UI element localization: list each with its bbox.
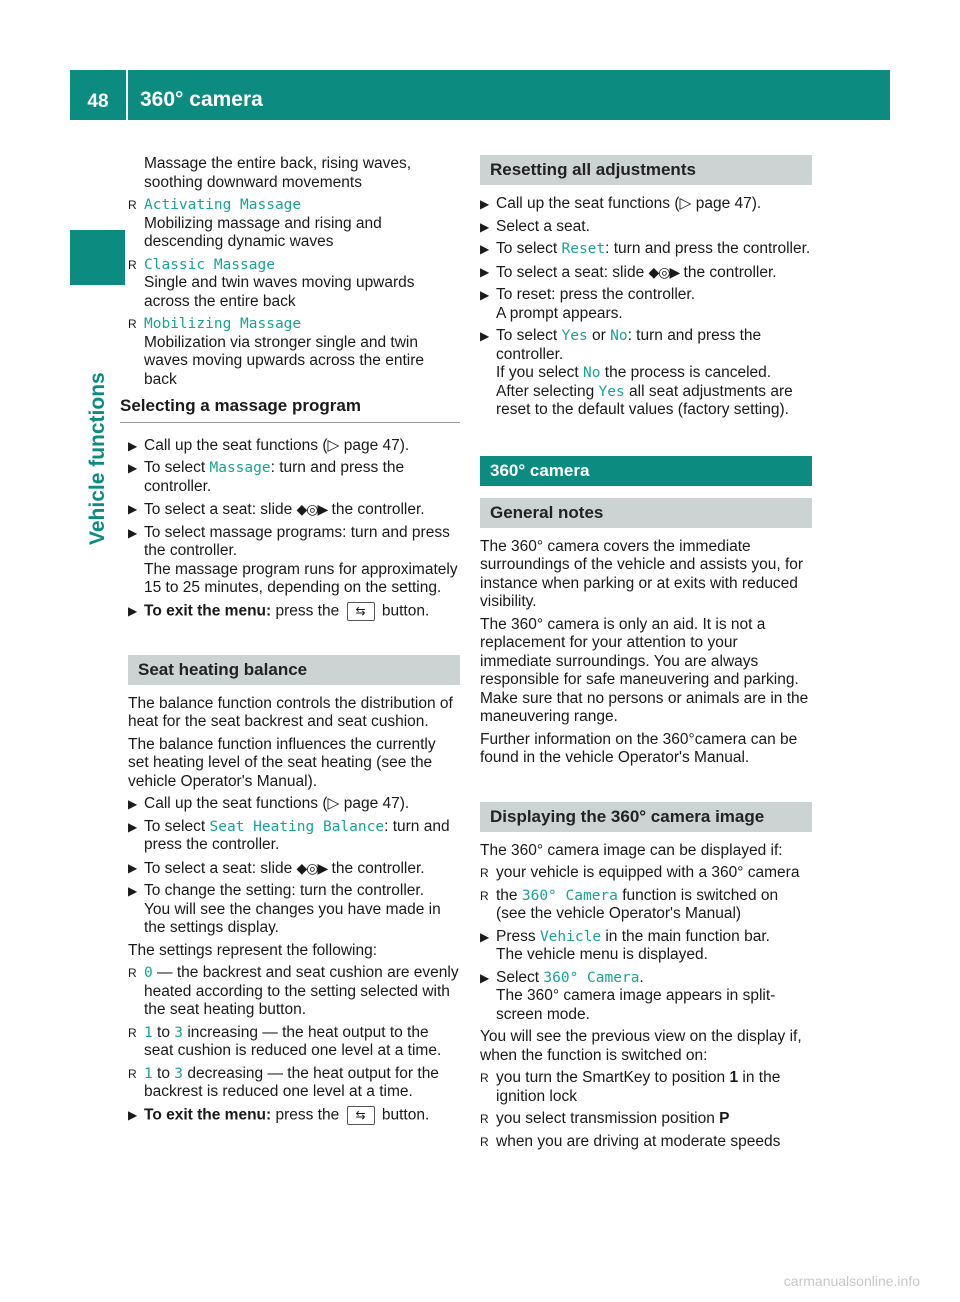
menu-code: 1 [144, 1024, 153, 1041]
intro-text: Massage the entire back, rising waves, soothing downward movements [144, 155, 412, 191]
back-button-icon: ⇆ [347, 1106, 375, 1125]
program-name: Activating Massage [144, 197, 302, 213]
step-text: button. [377, 602, 430, 620]
menu-code: 3 [174, 1024, 184, 1041]
step-marker: ▶ [128, 797, 138, 812]
step-text: After selecting [496, 382, 599, 400]
step-text: Press [496, 927, 540, 945]
step-marker: ▶ [480, 264, 490, 279]
watermark[interactable]: carmanualsonline.info [783, 1273, 920, 1289]
step-marker: ▶ [128, 603, 138, 618]
step-text: the controller. [679, 263, 777, 281]
step-marker: ▶ [480, 970, 490, 985]
list-item [480, 864, 812, 883]
step-text: Call up the seat functions (▷ page 47). [144, 436, 410, 454]
step-text: the controller. [327, 859, 425, 877]
step-item [128, 602, 460, 621]
step-marker: ▶ [480, 242, 490, 256]
step-marker: ▶ [128, 502, 138, 516]
step-item [480, 195, 812, 214]
step-item [128, 437, 460, 456]
section-heading: 360° camera [480, 456, 812, 486]
step-text: Call up the seat functions (▷ page 47). [144, 795, 410, 813]
step-item [480, 286, 812, 323]
item-text: — the backrest and seat cushion are evenly heated according to the setting selected with the seat heating button. [144, 964, 459, 1019]
list-item [480, 1133, 812, 1152]
section-heading: General notes [480, 498, 812, 528]
bullet-marker: R [128, 1066, 137, 1081]
section-heading: Resetting all adjustments [480, 155, 812, 185]
list-item [480, 1069, 812, 1106]
section-heading: Seat heating balance [128, 655, 460, 685]
step-item [128, 524, 460, 598]
step-bold: To exit the menu: [144, 1106, 272, 1124]
bullet-marker: R [480, 1112, 489, 1126]
page-number: 48 [87, 91, 109, 112]
step-item [128, 859, 460, 879]
bullet-marker: R [128, 317, 137, 331]
paragraph: The 360° camera is only an aid. It is not a replacement for your attention to your immediate surroundings. You are always responsible for safe maneuvering and parking. Make sure that no persons or animals are in the maneuvering range. [480, 615, 809, 725]
step-item [480, 218, 812, 237]
controller-icon: ◆◎▶ [296, 501, 328, 517]
step-text: To select [144, 459, 210, 476]
step-marker: ▶ [480, 329, 490, 343]
program-desc: Mobilizing massage and rising and descending dynamic waves [144, 214, 382, 250]
item-text: when you are driving at moderate speeds [496, 1132, 781, 1150]
side-tab-label: Vehicle functions [86, 372, 109, 545]
step-note: You will see the changes you have made in the settings display. [144, 900, 441, 937]
step-item [128, 1106, 460, 1125]
step-text: To select a seat: slide [496, 263, 649, 281]
step-marker: ▶ [128, 884, 138, 899]
step-text: button. [377, 1106, 430, 1124]
section-heading: Displaying the 360° camera image [480, 802, 812, 832]
item-text: you select transmission position [496, 1110, 720, 1127]
step-item [128, 459, 460, 496]
bullet-marker: R [480, 1071, 489, 1085]
list-item [480, 887, 812, 924]
paragraph: The balance function controls the distribution of heat for the seat backrest and seat cushion. [128, 694, 453, 731]
step-item [128, 818, 460, 855]
paragraph: You will see the previous view on the display if, when the function is switched on: [480, 1028, 802, 1064]
step-marker: ▶ [128, 525, 138, 540]
step-text: To select a seat: slide [144, 859, 297, 877]
program-name: Classic Massage [144, 256, 275, 273]
step-text: all seat adjustments are reset to the default values (factory setting). [496, 382, 793, 418]
paragraph: The balance function influences the currently set heating level of the seat heating (see the vehicle Operator's Manual). [128, 735, 436, 790]
step-text: To select [496, 240, 562, 257]
step-note: A prompt appears. [496, 304, 623, 322]
step-text: If you select [496, 364, 584, 381]
item-text: function is switched on (see the vehicle Operator's Manual) [496, 886, 779, 922]
step-text: : turn and press the controller. [605, 240, 811, 257]
header-divider [126, 70, 128, 120]
step-item [480, 327, 812, 420]
step-marker: ▶ [128, 819, 138, 834]
list-item [128, 1065, 460, 1102]
menu-code: 360° Camera [543, 969, 640, 986]
program-name: Mobilizing Massage [144, 316, 302, 332]
item-text: to [152, 1023, 175, 1041]
step-text: press the [271, 602, 344, 620]
step-marker: ▶ [480, 197, 490, 211]
menu-code: Massage [209, 460, 271, 476]
bullet-marker: R [128, 198, 137, 212]
bullet-marker: R [480, 888, 489, 903]
page-title: 360° camera [140, 88, 263, 111]
side-tab-block [70, 230, 125, 285]
list-item [480, 1110, 812, 1129]
step-text: To reset: press the controller. [496, 286, 696, 303]
step-note: The vehicle menu is displayed. [496, 946, 708, 963]
step-note [496, 364, 812, 383]
step-text: . [639, 968, 644, 986]
step-marker: ▶ [128, 1107, 138, 1122]
step-text: To change the setting: turn the controller. [144, 882, 425, 900]
paragraph: The settings represent the following: [128, 941, 377, 959]
item-text: increasing — the heat output to the seat cushion is reduced one level at a time. [144, 1023, 442, 1060]
step-text: Select [496, 968, 544, 986]
menu-code: No [583, 365, 601, 381]
paragraph: Further information on the 360°camera can be found in the vehicle Operator's Manual. [480, 730, 798, 766]
step-marker: ▶ [128, 438, 138, 453]
program-desc: Single and twin waves moving upwards across the entire back [144, 274, 415, 310]
bullet-marker: R [128, 966, 137, 981]
step-text: in the main function bar. [601, 927, 770, 945]
menu-code: Seat Heating Balance [209, 818, 385, 835]
list-item [128, 256, 460, 312]
right-column [480, 155, 812, 1155]
step-marker: ▶ [480, 288, 490, 302]
bullet-marker: R [480, 1134, 489, 1149]
bullet-marker: R [128, 1025, 137, 1040]
step-item [480, 240, 812, 259]
bullet-marker: R [480, 866, 489, 880]
step-item [480, 969, 812, 1025]
program-desc: Mobilization via stronger single and twin waves moving upwards across the entire back [144, 333, 424, 388]
paragraph: The 360° camera covers the immediate surroundings of the vehicle and assists you, for instance when parking or at exits with reduced visibility. [480, 537, 804, 610]
step-text: To select [144, 817, 210, 835]
step-marker: ▶ [128, 461, 138, 475]
step-text: To select massage programs: turn and press the controller. [144, 523, 450, 559]
step-text: To select a seat: slide [144, 501, 297, 518]
step-bold: To exit the menu: [144, 602, 272, 620]
menu-code: Yes [598, 383, 625, 400]
step-item [128, 500, 460, 520]
controller-icon: ◆◎▶ [296, 859, 328, 876]
left-column [120, 155, 460, 1129]
step-text: : turn and press the controller. [144, 817, 450, 854]
step-text: the process is canceled. [600, 364, 772, 381]
bullet-marker: R [128, 257, 137, 272]
menu-code: Reset [561, 241, 606, 257]
step-note: The 360° camera image appears in split-screen mode. [496, 987, 776, 1023]
section-heading: Selecting a massage program [120, 397, 460, 423]
step-marker: ▶ [128, 860, 138, 875]
menu-code: 1 [144, 1065, 153, 1082]
list-item [128, 964, 460, 1020]
step-text: Select a seat. [496, 217, 590, 235]
step-text: : turn and press the controller. [496, 327, 762, 363]
step-item [480, 928, 812, 965]
menu-code: 360° Camera [521, 887, 618, 904]
list-item [128, 315, 460, 389]
step-text: : turn and press the controller. [144, 459, 405, 495]
list-item [128, 196, 460, 252]
controller-icon: ◆◎▶ [648, 263, 680, 280]
item-bold: P [719, 1110, 730, 1127]
item-text: the [496, 886, 522, 904]
step-marker: ▶ [480, 219, 490, 234]
item-text: to [152, 1064, 175, 1082]
paragraph: The 360° camera image can be displayed if: [480, 841, 783, 859]
step-note [496, 383, 812, 420]
step-marker: ▶ [480, 929, 490, 944]
back-button-icon: ⇆ [347, 602, 375, 621]
step-text: press the [271, 1106, 344, 1124]
item-text: in the ignition lock [496, 1069, 781, 1105]
item-text: decreasing — the heat output for the backrest is reduced one level at a time. [144, 1064, 439, 1101]
step-text: the controller. [327, 501, 425, 518]
menu-code: 0 [144, 965, 153, 982]
item-bold: 1 [729, 1069, 739, 1086]
step-text: or [587, 327, 611, 344]
menu-code: Yes [561, 328, 588, 344]
step-item [128, 795, 460, 814]
menu-code: 3 [174, 1065, 184, 1082]
step-item [128, 882, 460, 938]
item-text: your vehicle is equipped with a 360° camera [496, 864, 800, 881]
menu-code: Vehicle [539, 928, 602, 945]
item-text: you turn the SmartKey to position [496, 1069, 730, 1086]
list-item [128, 1024, 460, 1061]
menu-code: No [610, 328, 628, 344]
step-note: The massage program runs for approximately 15 to 25 minutes, depending on the setting. [144, 560, 458, 596]
step-text: To select [496, 327, 562, 344]
step-item [480, 263, 812, 283]
step-text: Call up the seat functions (▷ page 47). [496, 195, 762, 212]
